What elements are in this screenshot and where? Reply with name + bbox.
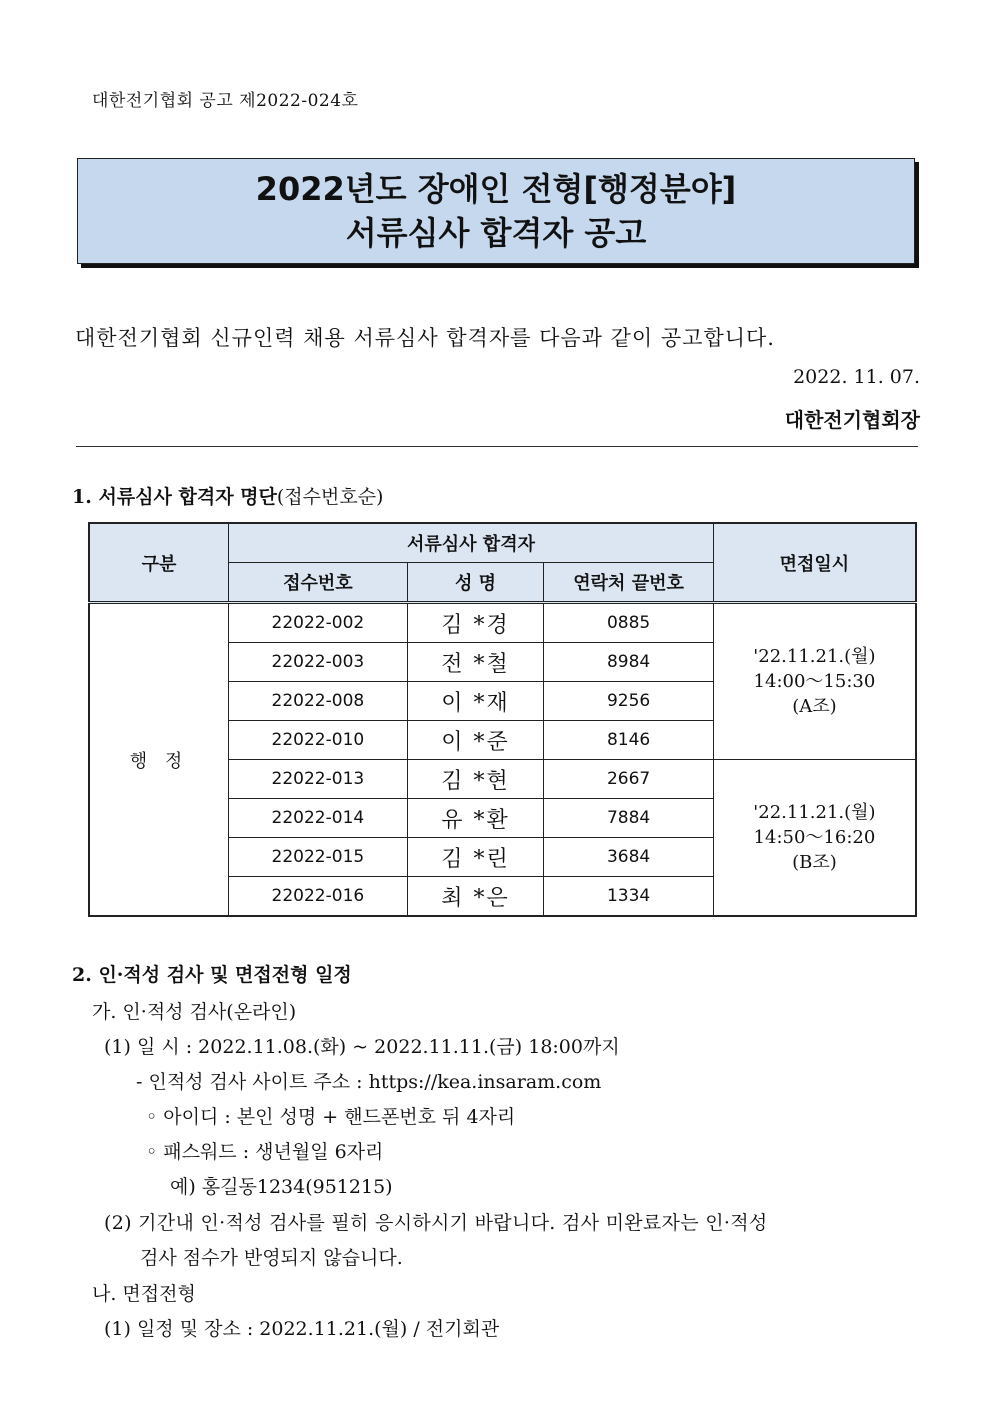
announcement-date: 2022. 11. 07. — [793, 366, 920, 388]
receipt-cell: 22022-013 — [229, 760, 408, 799]
phone-cell: 8984 — [544, 643, 714, 682]
phone-cell: 9256 — [544, 682, 714, 721]
schedule-b-date: '22.11.21.(월) — [753, 802, 876, 823]
name-cell: 이 *준 — [407, 721, 544, 760]
section-1-heading — [72, 482, 383, 509]
aptitude-test-period: (1) 일 시 : 2022.11.08.(화) ~ 2022.11.11.(금) 18:00까지 — [104, 1036, 620, 1058]
receipt-cell: 22022-002 — [229, 603, 408, 643]
schedule-a-group: (A조) — [792, 696, 837, 717]
intro-text: 대한전기협회 신규인력 채용 서류심사 합격자를 다음과 같이 공고합니다. — [75, 326, 775, 350]
notice-number: 대한전기협회 공고 제2022-024호 — [92, 91, 359, 111]
aptitude-test-id: ◦ 아이디 : 본인 성명 + 핸드폰번호 뒤 4자리 — [146, 1106, 516, 1128]
receipt-cell: 22022-015 — [229, 838, 408, 877]
section-1-title: 1. 서류심사 합격자 명단 — [72, 486, 277, 508]
table-row — [89, 603, 916, 643]
receipt-cell: 22022-014 — [229, 799, 408, 838]
receipt-cell: 22022-016 — [229, 877, 408, 917]
schedule-b-group: (B조) — [792, 852, 837, 873]
aptitude-test-example: 예) 홍길동1234(951215) — [170, 1176, 393, 1198]
receipt-cell: 22022-010 — [229, 721, 408, 760]
header-group: 서류심사 합격자 — [229, 523, 714, 563]
title-line-1: 2022년도 장애인 전형[행정분야] — [255, 170, 737, 208]
phone-cell: 1334 — [544, 877, 714, 917]
schedule-a-time: 14:00～15:30 — [753, 671, 876, 692]
name-cell: 김 *현 — [407, 760, 544, 799]
phone-cell: 0885 — [544, 603, 714, 643]
title-line-2: 서류심사 합격자 공고 — [345, 214, 647, 252]
divider — [76, 446, 918, 447]
section-1-subtitle: (접수번호순) — [276, 486, 384, 508]
header-interview: 면접일시 — [713, 523, 916, 603]
issuer: 대한전기협회장 — [784, 408, 920, 432]
schedule-b-time: 14:50～16:20 — [753, 827, 876, 848]
phone-cell: 8146 — [544, 721, 714, 760]
table-header-row — [89, 523, 916, 563]
section-2-heading: 2. 인·적성 검사 및 면접전형 일정 — [72, 964, 352, 986]
category-cell: 행 정 — [89, 603, 229, 917]
aptitude-test-notice-2: 검사 점수가 반영되지 않습니다. — [140, 1247, 403, 1269]
phone-cell: 7884 — [544, 799, 714, 838]
name-cell: 이 *재 — [407, 682, 544, 721]
receipt-cell: 22022-003 — [229, 643, 408, 682]
header-name: 성 명 — [407, 563, 544, 603]
roster-table — [88, 522, 917, 917]
receipt-cell: 22022-008 — [229, 682, 408, 721]
title-box — [77, 158, 915, 264]
name-cell: 김 *린 — [407, 838, 544, 877]
header-category: 구분 — [89, 523, 229, 603]
name-cell: 유 *환 — [407, 799, 544, 838]
header-receipt: 접수번호 — [229, 563, 408, 603]
name-cell: 전 *철 — [407, 643, 544, 682]
header-phone: 연락처 끝번호 — [544, 563, 714, 603]
aptitude-test-title: 가. 인·적성 검사(온라인) — [92, 1001, 297, 1023]
aptitude-test-site: - 인적성 검사 사이트 주소 : https://kea.insaram.com — [136, 1071, 602, 1093]
name-cell: 김 *경 — [407, 603, 544, 643]
interview-title: 나. 면접전형 — [92, 1283, 196, 1305]
schedule-a-cell — [713, 603, 916, 760]
phone-cell: 2667 — [544, 760, 714, 799]
name-cell: 최 *은 — [407, 877, 544, 917]
schedule-a-date: '22.11.21.(월) — [753, 646, 876, 667]
aptitude-test-password: ◦ 패스워드 : 생년월일 6자리 — [146, 1141, 384, 1163]
schedule-b-cell — [713, 760, 916, 917]
aptitude-test-notice-1: (2) 기간내 인·적성 검사를 필히 응시하시기 바랍니다. 검사 미완료자는 인·적성 — [104, 1212, 768, 1234]
interview-schedule: (1) 일정 및 장소 : 2022.11.21.(월) / 전기회관 — [104, 1318, 500, 1340]
phone-cell: 3684 — [544, 838, 714, 877]
